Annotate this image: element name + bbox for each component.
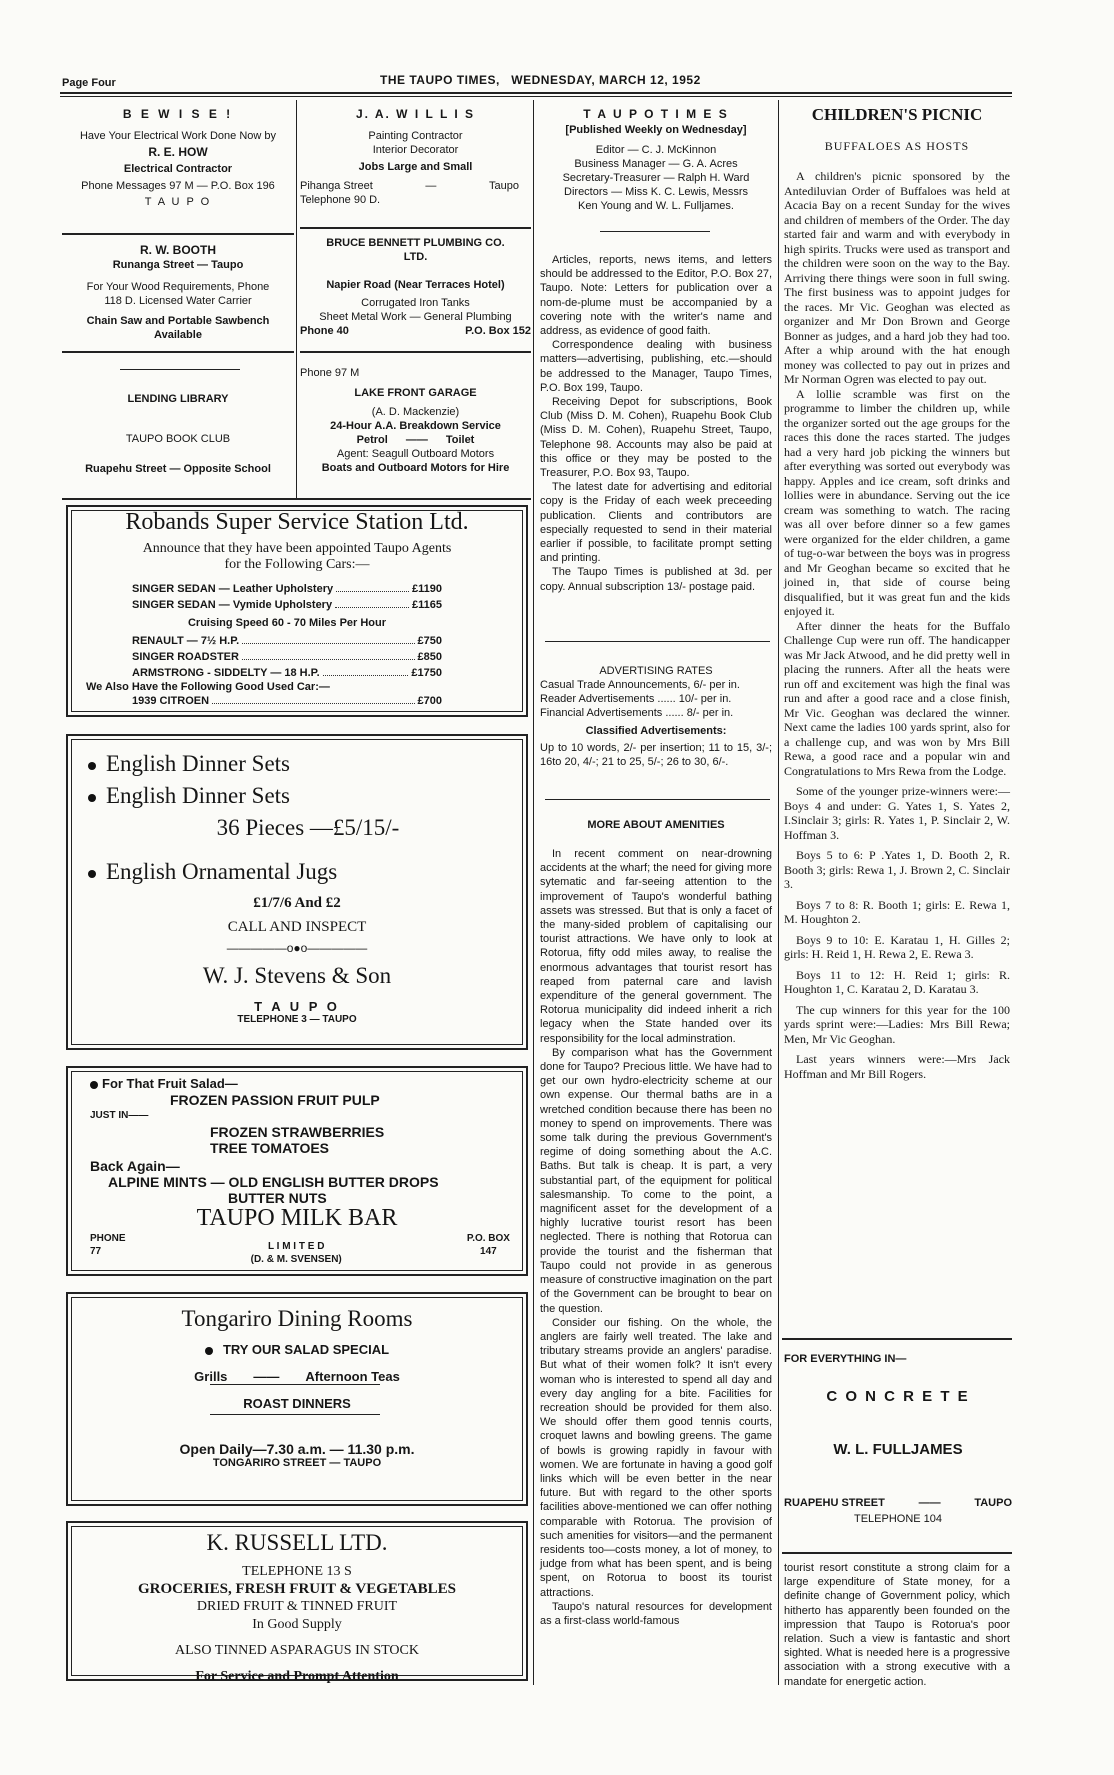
milkbar-phone [90,1232,126,1266]
rate-line: Reader Advertisements ...... 10/- per in. [540,693,732,705]
article-paragraph: Boys 7 to 8: R. Booth 1; girls: E. Rewa 1, M. Houghton 2. [784,897,1010,926]
bennett-name2: LTD. [403,251,428,263]
limited-label: L I M I T E D [267,1241,325,1252]
russell-groceries: GROCERIES, FRESH FRUIT & VEGETABLES [138,1581,456,1597]
article-paragraph: In recent comment on near-drowning accidents at the wharf; the need for giving more sytematic and far-seeing attention to the improvement of Taupo's wonderful bathing assets was stressed. But that is only a facet of the many-sided problem of capitalising our tourist attractions. We have only to look at Rotorua, fifty odd miles away, to realise the enormous advantages that tourist resort has reaped from paternal care and lavish expenditure of the general government. The Rotorua municipality did indeed inherit a rich legacy when the State handed over its responsibility for the local adminstration. [540,848,772,1045]
article-paragraph: Some of the younger prize-winners were:—Boys 4 and under: G. Yates 1, S. Yates 2, I.Sinclair 3; girls: R. Yates 1, P. Sinclair 2, W. Hoffman 3. [784,784,1010,842]
bennett-sheet: Sheet Metal Work — General Plumbing [319,311,512,323]
times-staff [540,143,772,213]
notice-paragraph: Correspondence dealing with business matters—advertising, publishing, etc.—should be addressed to the Manager, Taupo Times, P.O. Box 199, Taupo. [540,339,772,394]
stevens-item1 [88,748,508,780]
article-paragraph: A children's picnic sponsored by the Antediluvian Order of Buffaloes was held at Acacia Bay on a recent Sunday for the wives and children of members of the Order. The day started fair and warm and with everybody in high spirits. Trucks were used as transport and the children were soon on the way to the Bay. Arriving there things were soon in full swing. The first business was to appoint judges for the races. Mr Vic. Geoghan was elected as organizer and Mr Don Brown and George Bonner as judges, and a hard job they had too. After a whip around with the hat enough money was collected to pay out in prizes and Mr Norman Ogren was elected to pay out. [784,169,1010,386]
article-paragraph: A lollie scramble was first on the programme to limber the children up, while the organizer sorted out the age groups for the races this done the races started. The judges had a very hard job picking the winners but after everything was sorted out everybody was happy. Apples and ice cream, soft drinks and lollies were in abundance. Serving out the ice cream was something to watch. The racing was all over before dinner so a few games were organized for the elder children, a game of tug-o-war between the boys was in progress and Mr Geoghan became so excited that he joined in, that side of course being disqualified, but it was great fun and the kids enjoyed it. [784,386,1010,618]
classified-rates: Up to 10 words, 2/- per insertion; 11 to 15, 3/-; 16to 20, 4/-; 21 to 25, 5/-; 26 to 30, 6/-. [540,742,772,769]
tongariro-special [70,1342,524,1357]
car-row [132,650,442,664]
car-name: SINGER SEDAN — Leather Upholstery [132,583,334,595]
tongariro-open: Open Daily—7.30 a.m. — 11.30 p.m. [179,1441,415,1457]
rule [300,227,531,229]
rule [62,351,294,353]
tongariro-name: Tongariro Dining Rooms [181,1306,413,1331]
garage-phone: Phone 97 M [300,367,360,379]
car-row [132,694,442,708]
rule [62,498,531,500]
staff-line: Business Manager — G. A. Acres [574,158,738,170]
stevens-town: T A U P O [254,999,340,1014]
amenities-title: MORE ABOUT AMENITIES [587,819,725,831]
stevens-phone: TELEPHONE 3 — TAUPO [237,1014,357,1025]
rule [62,233,294,235]
garage-ad [298,366,533,475]
column-divider [533,100,534,1685]
booth-line1: For Your Wood Requirements, Phone [86,281,270,293]
milkbar-justin: JUST IN—— [90,1110,149,1121]
milkbar-back: Back Again— [90,1158,180,1174]
staff-line: Directors — Miss K. C. Lewis, Messrs [564,186,748,198]
russell-dried: DRIED FRUIT & TINNED FRUIT [196,1599,398,1614]
car-price: £1750 [411,667,442,679]
russell-supply: In Good Supply [252,1617,342,1632]
robands-cars [132,582,442,680]
masthead-paper-name [380,73,701,87]
booth-name: R. W. BOOTH [140,243,216,257]
article-paragraph: Boys 11 to 12: H. Reid 1; girls: R. Houghton 1, C. Karatau 2, D. Karatau 3. [784,967,1010,996]
robands-used: We Also Have the Following Good Used Car:— [86,681,330,693]
notice-paragraph: The latest date for advertising and editorial copy is the Friday of each week preceeding publication. Clients and contributors are especially requested to send in their material earlier if possible, to facilitate prompt setting and printing. [540,481,772,565]
stevens-ad [88,748,508,888]
car-price: £1190 [412,583,442,595]
tongariro-dash: —— [253,1369,280,1384]
ad-rates [540,664,772,769]
booth-line4: Available [154,329,202,341]
bullet-icon [88,794,96,802]
notice-paragraph: The Taupo Times is published at 3d. per copy. Annual subscription 13/- postage paid. [540,566,772,593]
fulljames-phone: TELEPHONE 104 [853,1513,943,1525]
rule [300,351,531,353]
booth-street: Runanga Street — Taupo [112,259,244,271]
page-number: Page Four [62,77,116,89]
notice-paragraph: Receiving Depot for subscriptions, Book Club (Miss D. M. Cohen), Ruapehu Book Club (Miss D. M. Cohen), Ruapehu Street, Taupo, Telephone 98. Accounts may also be paid at this office or they may be posted to the Treasurer, P.O. Box 93, Taupo. [540,396,772,480]
fulljames-name: W. L. FULLJAMES [833,1441,963,1458]
paper-name: THE TAUPO TIMES, [380,73,500,87]
bennett-road: Napier Road (Near Terraces Hotel) [326,279,505,291]
milkbar-straw: FROZEN STRAWBERRIES [210,1124,385,1140]
library-street: Ruapehu Street — Opposite School [85,463,271,475]
classified-title: Classified Advertisements: [585,725,727,737]
milkbar-tomatoes: TREE TOMATOES [210,1140,330,1156]
willis-street: Pihanga Street [300,180,373,192]
car-name: 1939 CITROEN [132,695,210,707]
willis-jobs: Jobs Large and Small [358,161,473,173]
garage-petrol: Petrol [356,434,388,446]
box-number: 147 [480,1246,497,1257]
tongariro-grills-row [70,1369,524,1384]
bullet-icon [88,870,96,878]
willis-ad [298,107,533,207]
card-divider [296,100,297,500]
stevens-pieces: 36 Pieces —£5/15/- [216,815,400,840]
car-row [132,582,442,596]
stevens-item3 [88,856,508,888]
how-line1: Have Your Electrical Work Done Now by [79,130,277,142]
milkbar-footer [90,1232,510,1266]
bennett-tanks: Corrugated Iron Tanks [361,297,470,309]
robands-title: Robands Super Service Station Ltd. [125,509,469,535]
garage-agent: Agent: Seagull Outboard Motors [336,448,495,460]
amenities-article [540,847,772,1628]
car-price: £750 [417,635,442,647]
car-row [132,666,442,680]
willis-name: J. A. W I L L I S [355,107,476,121]
fulljames-line1: FOR EVERYTHING IN— [784,1353,907,1365]
article-paragraph: Last years winners were:—Mrs Jack Hoffman and Mr Bill Rogers. [784,1052,1010,1081]
article-paragraph: Taupo's natural resources for development as a first-class world-famous [540,1600,772,1627]
willis-trade1: Painting Contractor [368,130,463,142]
russell-ad [70,1528,524,1686]
article-paragraph: Boys 5 to 6: P .Yates 1, D. Booth 2, R. Booth 3; girls: Rewa 1, J. Brown 2, C. Sinclair 3. [784,848,1010,891]
russell-asparagus: ALSO TINNED ASPARAGUS IN STOCK [174,1643,419,1658]
booth-line3: Chain Saw and Portable Sawbench [86,315,270,327]
item-label: English Dinner Sets [106,751,290,776]
robands-announce1: Announce that they have been appointed Taupo Agents [142,541,452,556]
fulljames-street: RUAPEHU STREET [784,1497,885,1509]
special-label: TRY OUR SALAD SPECIAL [222,1342,390,1357]
rule [782,1338,1012,1340]
car-name: ARMSTRONG - SIDDELTY — 18 H.P. [132,667,320,679]
russell-phone: TELEPHONE 13 S [242,1564,352,1579]
picnic-header [782,104,1012,154]
willis-dash: — [425,180,437,192]
willis-town: Taupo [489,180,519,192]
ornament-divider: —————o●o————— [226,941,368,955]
notice-paragraph: Articles, reports, news items, and letters should be addressed to the Editor, P.O. Box 27, Taupo. Note: Letters for publication over a nom-de-plume must be accompanied by a covering note with the writer's name and address, as evidence of good faith. [540,254,772,338]
fulljames-town: TAUPO [974,1497,1012,1509]
garage-boats: Boats and Outboard Motors for Hire [321,462,510,474]
item-label: English Ornamental Jugs [106,859,338,884]
booth-ad [60,243,296,342]
phone-number: 77 [90,1246,102,1257]
willis-phone: Telephone 90 D. [300,194,381,206]
milkbar-limited [251,1232,342,1266]
booth-line2: 118 D. Licensed Water Carrier [104,295,252,307]
times-published: [Published Weekly on Wednesday] [565,124,747,136]
box-label: P.O. BOX [466,1233,510,1244]
car-price: £1165 [412,599,442,611]
jug-price: £1/7/6 And £2 [253,895,341,911]
rates-title: ADVERTISING RATES [599,665,713,677]
how-ad [60,107,296,209]
call-inspect: CALL AND INSPECT [227,919,367,935]
staff-line: Ken Young and W. L. Fulljames. [578,200,734,212]
how-name: R. E. HOW [148,145,208,159]
article-paragraph: Consider our fishing. On the whole, the anglers are fairly well treated. The lake and tributary streams provide an anglers' paradise. But what of their women folk? It isn't every woman who is interested to spend all day and every day angling for a bite. Facilities for recreation should be provided for them also. We should offer them good tennis courts, croquet lawns and bowling greens. The game of bowls is growing rapidly in favour with women. We are fortunate in having a good golf links which will be even better in the near future. But with regard to the other sports facilities above-mentioned we can offer nothing comparable with Rotorua. The provision of such amenities for visitors—and the permanent residents too—costs money, a lot of money, to judge from what has been spent, and is being spent, on Rotorua to boost its tourist attractions. [540,1316,772,1599]
fulljames-concrete: C O N C R E T E [826,1388,970,1405]
milkbar-name: TAUPO MILK BAR [196,1205,398,1231]
milkbar-salad [90,1076,510,1092]
column-divider-2 [778,100,779,1685]
fulljames-ad [784,1352,1012,1526]
willis-street-row [298,179,533,193]
garage-name: LAKE FRONT GARAGE [354,387,477,399]
picnic-article [784,169,1010,1081]
bennett-name1: BRUCE BENNETT PLUMBING CO. [326,237,505,249]
fulljames-street-row [784,1496,1012,1510]
robands-used-car [132,694,442,708]
article-paragraph: By comparison what has the Government done for Taupo? Precious little. We have had to get our own hydro-electricity scheme at our own expense. Our thermal baths are in a wretched condition because there has been no money to spend on improvements. There was some talk during the previous Government's regime of doing something about the A.C. Baths. But talk is cheap. It is part, a very substantial part, of the equipment for political salesmanship. To come to the point, a magnificent asset for the development of a highly lucrative tourist resort has been neglected. There is nothing that Rotorua can provide the tourist and the fisherman that Taupo could not provide in as generous measure of constructive imagination on the part of the Government can be brought to bear on the question. [540,1046,772,1315]
masthead-rule [60,92,1012,94]
picnic-subtitle: BUFFALOES AS HOSTS [824,139,970,153]
staff-line: Editor — C. J. McKinnon [595,144,717,156]
how-title: B E W I S E ! [122,107,234,121]
milkbar-mints: ALPINE MINTS — OLD ENGLISH BUTTER DROPS [108,1174,439,1190]
bennett-contact-row [298,324,533,338]
garage-toilet: Toilet [445,434,475,446]
bennett-phone: Phone 40 [300,325,349,337]
milkbar-nuts: BUTTER NUTS [228,1190,327,1206]
library-club: TAUPO BOOK CLUB [125,433,231,445]
cruising-speed: Cruising Speed 60 - 70 Miles Per Hour [187,617,387,629]
car-row [132,598,442,612]
amenities-continued: tourist resort constitute a strong claim for a large expenditure of State money, for a definite change of Government policy, which hitherto has apparently been founded on the impression that Taupo is Rotorua's poor relation. Such a view is fantastic and short sighted. What is needed here is a progressive association with a strong executive with a mandate for energetic action. [784,1562,1010,1688]
masthead-rule-thin [60,96,1012,97]
russell-name: K. RUSSELL LTD. [206,1530,388,1555]
tongariro-grills: Grills [194,1369,228,1384]
fulljames-dash: —— [918,1497,941,1509]
stevens-name: W. J. Stevens & Son [202,963,392,988]
library-title: LENDING LIBRARY [127,393,229,405]
article-paragraph: The cup winners for this year for the 100 yards sprint were:—Ladies: Mrs Bill Rewa; Men, Mr Vic Geoghan. [784,1002,1010,1046]
rate-line: Casual Trade Announcements, 6/- per in. [540,679,740,691]
times-notices [540,253,772,594]
library-ad [60,392,296,476]
times-masthead [540,107,772,213]
article-paragraph: After dinner the heats for the Buffalo Challenge Cup were run off. The handicapper was Mr Jack Atwood, and he did pretty well in placing the runners. After all the heats were run off and excitement was high the final was run and after a good race and a close finish, Mr Vic. Geoghan was declared the winner. Next came the ladies 100 yards sprint, also for a challenge cup, and was won by Mrs Bill Rewa, a good race and a popular win and Congratulations to Mrs Rewa from the Lodge. [784,618,1010,778]
staff-line: Secretary-Treasurer — Ralph H. Ward [562,172,750,184]
owners-label: (D. & M. SVENSEN) [250,1254,342,1265]
bullet-icon [90,1081,98,1089]
bullet-icon [88,762,96,770]
car-row [132,634,442,648]
robands-ad [70,507,524,573]
bennett-box: P.O. Box 152 [465,325,531,337]
phone-label: PHONE [90,1233,126,1244]
milkbar-ad [90,1076,510,1206]
milkbar-box [467,1232,510,1266]
car-name: SINGER SEDAN — Vymide Upholstery [132,599,333,611]
car-name: RENAULT — 7½ H.P. [132,635,240,647]
willis-trade2: Interior Decorator [372,144,459,156]
bennett-ad [298,236,533,338]
garage-owner: (A. D. Mackenzie) [371,406,460,418]
bullet-icon [205,1347,213,1355]
tongariro-roast: ROAST DINNERS [243,1396,351,1411]
how-town: T A U P O [144,196,212,208]
robands-announce2: for the Following Cars:— [224,557,370,572]
milkbar-pulp: FROZEN PASSION FRUIT PULP [170,1092,380,1108]
garage-petrol-row [298,433,533,447]
item-label: English Dinner Sets [106,783,290,808]
car-name: SINGER ROADSTER [132,651,239,663]
rate-line: Financial Advertisements ...... 8/- per in. [540,707,734,719]
times-title: T A U P O T I M E S [583,107,729,121]
picnic-title: CHILDREN'S PICNIC [811,105,983,124]
issue-date: WEDNESDAY, MARCH 12, 1952 [511,73,701,87]
how-phone: Phone Messages 97 M — P.O. Box 196 [81,180,275,192]
how-trade: Electrical Contractor [123,163,233,175]
stevens-details [70,893,524,1025]
car-price: £850 [417,651,442,663]
russell-service: For Service and Prompt Attention [195,1669,399,1684]
salad-label: For That Fruit Salad— [102,1076,238,1091]
car-price: £700 [417,695,442,707]
article-paragraph: Boys 9 to 10: E. Karatau 1, H. Gilles 2; girls: H. Reid 1, H. Rewa 2, E. Rewa 3. [784,932,1010,961]
stevens-item2 [88,780,508,812]
tongariro-ad [70,1304,524,1469]
rule [782,1552,1012,1554]
tongariro-teas: Afternoon Teas [305,1369,400,1384]
rule-short [120,369,240,370]
tongariro-street: TONGARIRO STREET — TAUPO [212,1457,382,1469]
garage-service: 24-Hour A.A. Breakdown Service [330,420,501,432]
garage-dash: —— [405,434,428,446]
